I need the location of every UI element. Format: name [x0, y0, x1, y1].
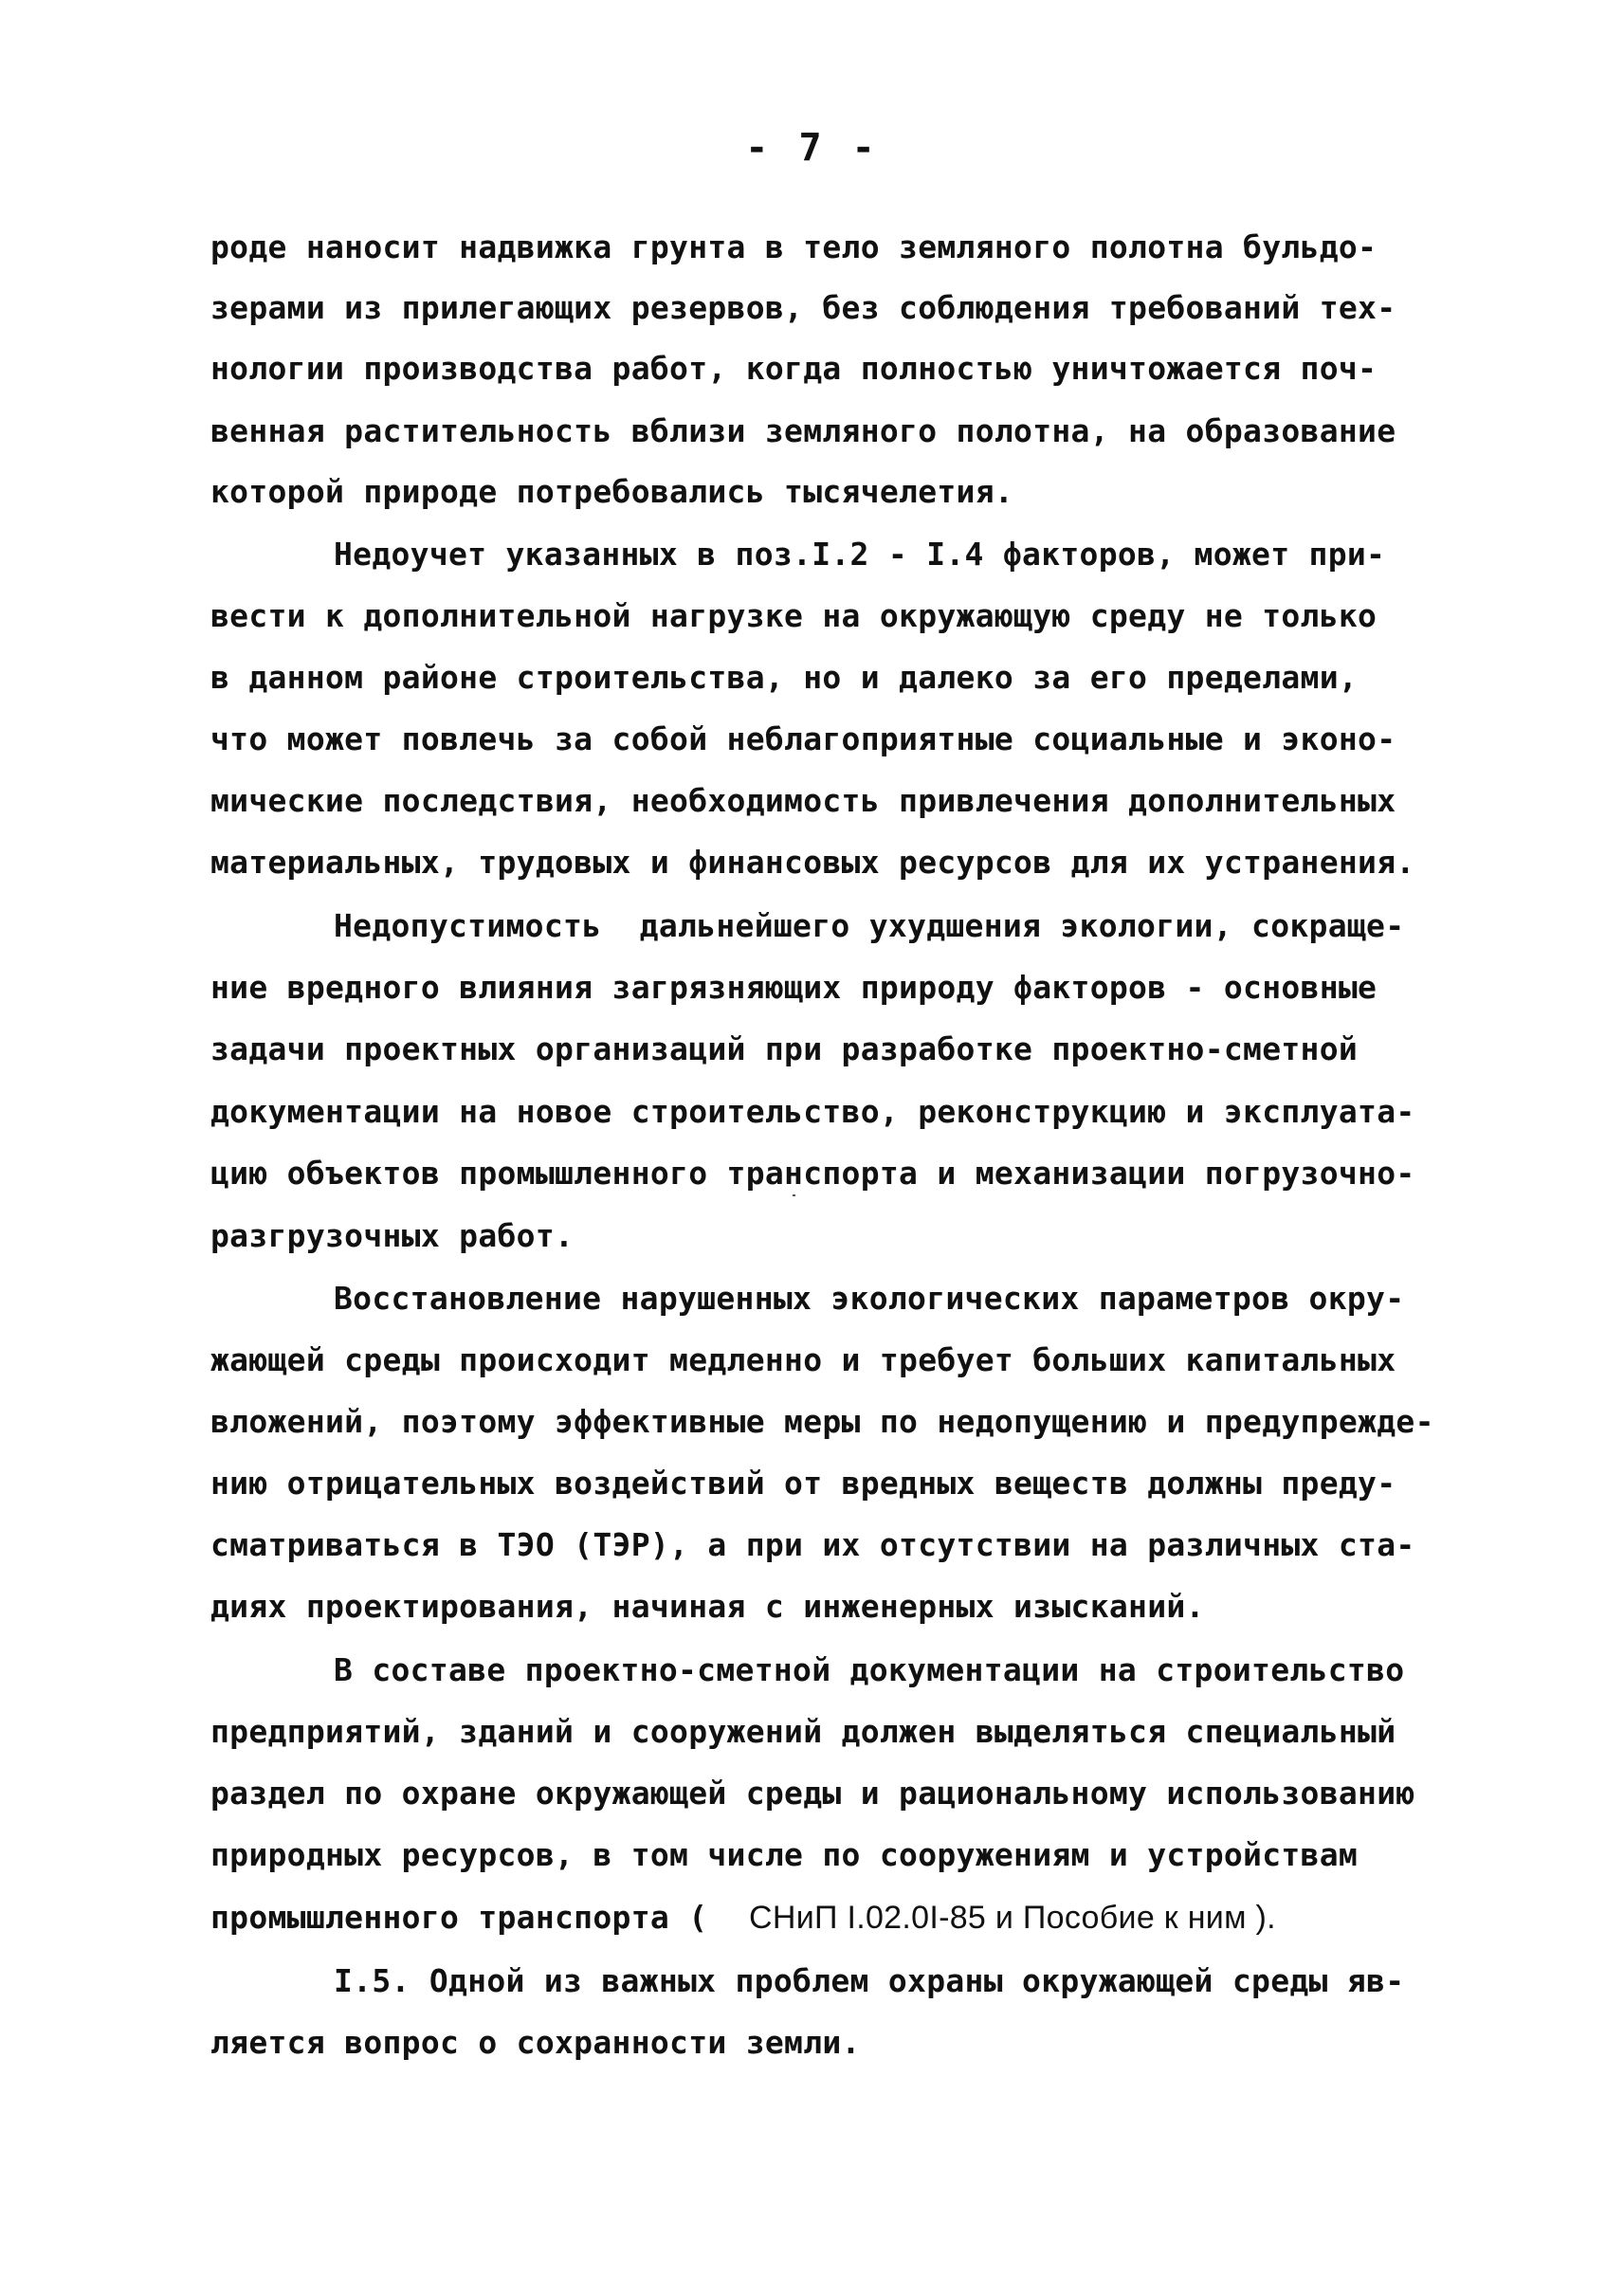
text-line: нологии производства работ, когда полностью уничтожается поч- — [210, 350, 1378, 387]
text-line: ние вредного влияния загрязняющих природу факторов - основные — [210, 969, 1378, 1006]
text-line: жающей среды происходит медленно и требует больших капитальных — [210, 1341, 1396, 1378]
paragraph-first-line: Недоучет указанных в поз.I.2 - I.4 факторов, может при- — [334, 536, 1386, 573]
text-line: что может повлечь за собой неблагоприятные социальные и эконо- — [210, 720, 1396, 757]
text-line: документации на новое строительство, реконструкцию и эксплуата- — [210, 1093, 1415, 1130]
text-line: раздел по охране окружающей среды и рациональному использованию — [210, 1775, 1415, 1812]
paragraph-first-line: Недопустимость дальнейшего ухудшения экологии, сокраще- — [334, 907, 1405, 944]
text-line: материальных, трудовых и финансовых ресурсов для их устранения. — [210, 844, 1415, 881]
text-line: вложений, поэтому эффективные меры по недопущению и предупрежде- — [210, 1403, 1434, 1440]
text-line: разгрузочных работ. — [210, 1217, 575, 1254]
text-line: в данном районе строительства, но и далеко за его пределами, — [210, 659, 1359, 696]
text-line: ляется вопрос о сохранности земли. — [210, 2024, 861, 2061]
inserted-reference-text: СНиП I.02.0I-85 и Пособие к ним ). — [749, 1900, 1276, 1936]
text-line: вести к дополнительной нагрузке на окружающую среду не только — [210, 597, 1378, 634]
text-line: зерами из прилегающих резервов, без соблюдения требований тех- — [210, 289, 1396, 326]
text-line: мические последствия, необходимость привлечения дополнительных — [210, 782, 1396, 819]
text-line: венная растительность вблизи земляного полотна, на образование — [210, 412, 1396, 449]
text-line: нию отрицательных воздействий от вредных веществ должны преду- — [210, 1465, 1396, 1502]
scan-speck — [793, 1194, 795, 1196]
text-line: которой природе потребовались тысячелетия. — [210, 473, 1014, 510]
paragraph-first-line: В составе проектно-сметной документации на строительство — [334, 1651, 1405, 1688]
text-line: роде наносит надвижка грунта в тело земляного полотна бульдо- — [210, 228, 1378, 265]
text-line: сматриваться в ТЭО (ТЭР), а при их отсутствии на различных ста- — [210, 1526, 1415, 1563]
text-line: диях проектирования, начиная с инженерных изысканий. — [210, 1588, 1205, 1625]
page-number: - 7 - — [745, 126, 879, 170]
text-line: промышленного транспорта ( — [210, 1899, 708, 1936]
text-line: цию объектов промышленного транспорта и механизации погрузочно- — [210, 1155, 1415, 1192]
text-line: предприятий, зданий и сооружений должен выделяться специальный — [210, 1713, 1396, 1750]
paragraph-first-line: Восстановление нарушенных экологических параметров окру- — [334, 1280, 1405, 1317]
section-heading-line: I.5. Одной из важных проблем охраны окружающей среды яв- — [334, 1962, 1405, 1999]
text-line: задачи проектных организаций при разработке проектно-сметной — [210, 1030, 1359, 1067]
text-line: природных ресурсов, в том числе по сооружениям и устройствам — [210, 1836, 1359, 1873]
